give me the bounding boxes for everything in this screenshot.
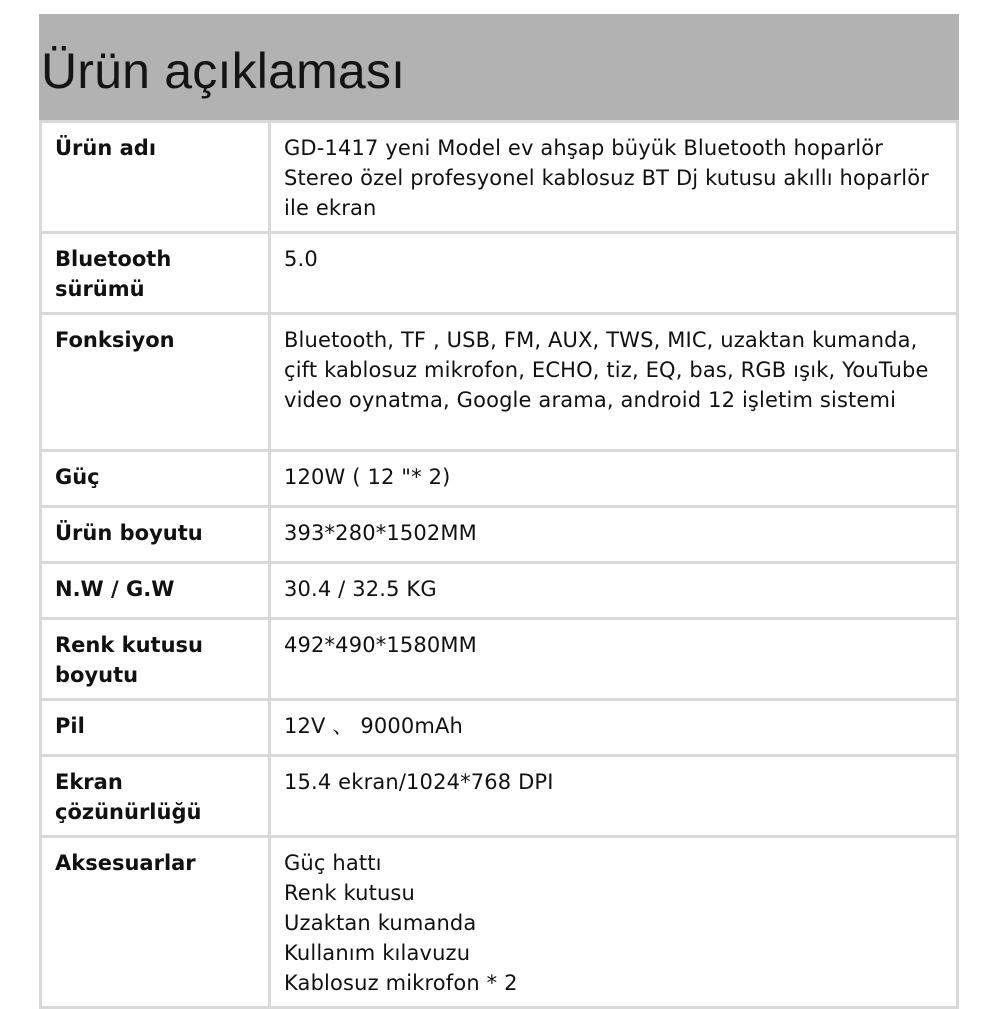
spec-label: Ürün adı (41, 122, 270, 233)
spec-value: 393*280*1502MM (270, 507, 958, 563)
spec-row-box-size (41, 619, 958, 700)
spec-value: Bluetooth, TF , USB, FM, AUX, TWS, MIC, uzaktan kumanda, çift kablosuz mikrofon, ECHO, tiz, EQ, bas, RGB ışık, YouTube video oynatma, Google arama, android 12 işletim sistemi (270, 314, 958, 451)
spec-value: 120W ( 12 "* 2) (270, 451, 958, 507)
spec-label: Ekran çözünürlüğü (41, 756, 270, 837)
spec-label: Pil (41, 700, 270, 756)
spec-value: 5.0 (270, 233, 958, 314)
spec-row-accessories (41, 837, 958, 1008)
spec-value: 30.4 / 32.5 KG (270, 563, 958, 619)
spec-label: Ürün boyutu (41, 507, 270, 563)
spec-label: Renk kutusu boyutu (41, 619, 270, 700)
spec-value: Güç hattı Renk kutusu Uzaktan kumanda Kullanım kılavuzu Kablosuz mikrofon * 2 (270, 837, 958, 1008)
spec-value: 492*490*1580MM (270, 619, 958, 700)
spec-row-power (41, 451, 958, 507)
page-title: Ürün açıklaması (41, 43, 406, 99)
spec-value: 15.4 ekran/1024*768 DPI (270, 756, 958, 837)
spec-label: Bluetooth sürümü (41, 233, 270, 314)
spec-label: Aksesuarlar (41, 837, 270, 1008)
spec-row-bluetooth-version (41, 233, 958, 314)
spec-row-screen-resolution (41, 756, 958, 837)
product-description-sheet (39, 14, 959, 1009)
spec-label: Güç (41, 451, 270, 507)
spec-label: N.W / G.W (41, 563, 270, 619)
spec-row-battery (41, 700, 958, 756)
title-bar (39, 14, 959, 120)
spec-row-function (41, 314, 958, 451)
spec-row-product-size (41, 507, 958, 563)
spec-row-product-name (41, 122, 958, 233)
spec-row-weight (41, 563, 958, 619)
spec-label: Fonksiyon (41, 314, 270, 451)
spec-value: 12V 、 9000mAh (270, 700, 958, 756)
spec-table (39, 120, 959, 1009)
spec-value: GD-1417 yeni Model ev ahşap büyük Bluetooth hoparlör Stereo özel profesyonel kablosuz BT Dj kutusu akıllı hoparlör ile ekran (270, 122, 958, 233)
